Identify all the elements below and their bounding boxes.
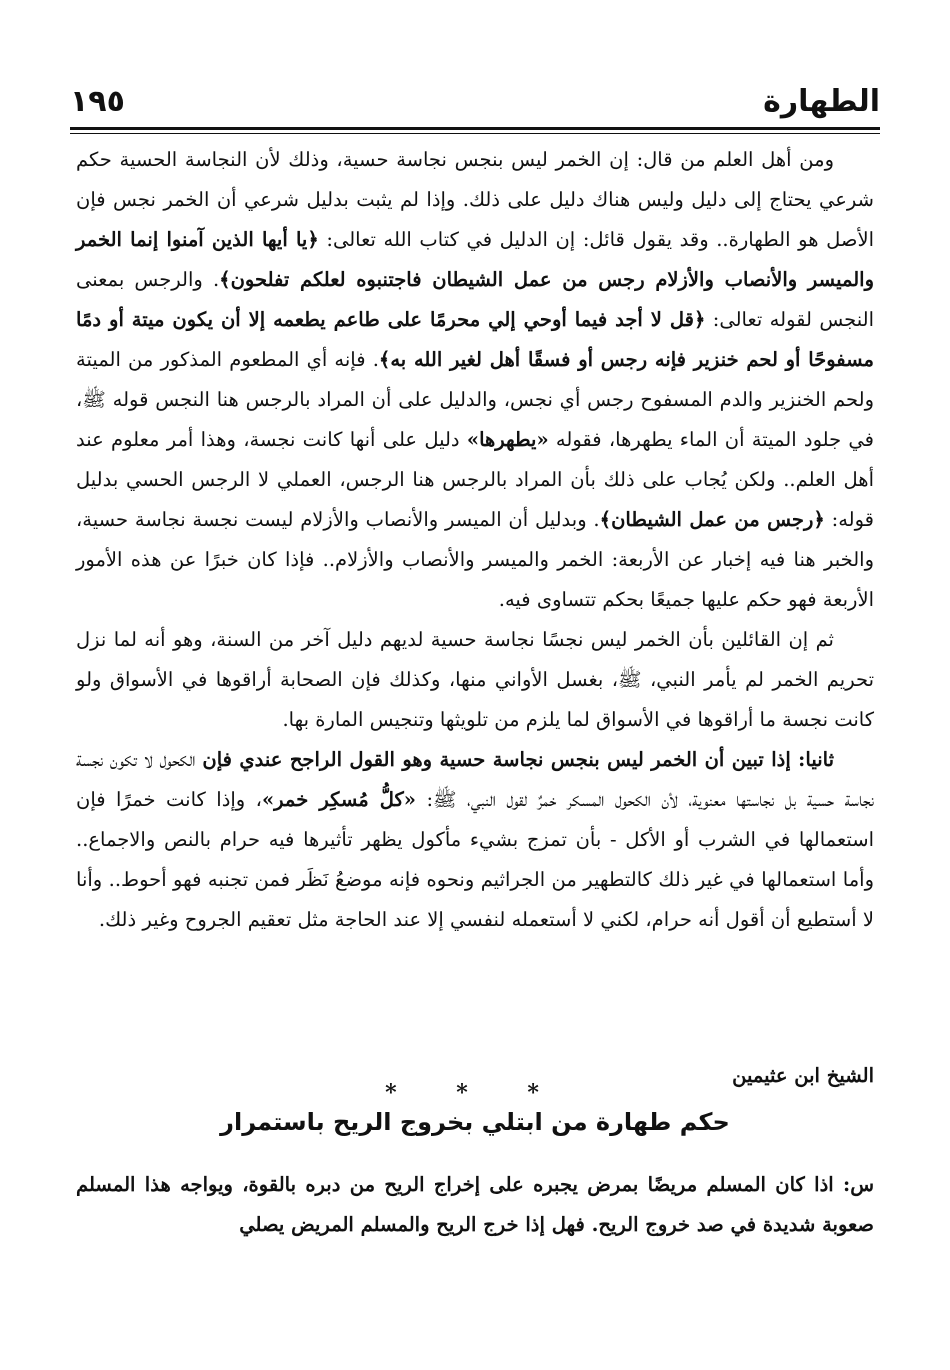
text-segment: ، وإذا كانت خمرًا فإن استعمالها في الشرب أو الأكل - بأن تمزج بشيء مأكول يظهر تأثيرها فيه حرام بالنص والاجماع.. وأما استعمالها في غير ذلك كالتطهير من الجراثيم ونحوه فإنه موضعُ نَظَر فمن تجنبه فهو أحوط.. وأنا لا أستطيع أن أقول أنه حرام، لكني لا أستعمله لنفسي إلا عند الحاجة مثل تعقيم الجروح وغير ذلك. <box>76 788 874 931</box>
page-header <box>70 78 880 124</box>
header-rule-thick <box>70 127 880 130</box>
quran-quote: ﴿رجس من عمل الشيطان﴾ <box>599 508 825 531</box>
separator-stars: * * * <box>385 1080 565 1106</box>
text-segment: ومن أهل العلم من قال: إن الخمر ليس بنجس نجاسة حسية، وذلك لأن النجاسة الحسية حكم شرعي يحتاج إلى دليل وليس هناك دليل على ذلك. وإذا لم يثبت بدليل شرعي أن الخمر نجس فإن الأصل هو الطهارة.. وقد يقول قائل: إن الدليل في كتاب الله تعالى: <box>76 148 874 251</box>
hadith-quote: «يطهرها» <box>466 428 549 451</box>
bold-lead: ثانيا: إذا تبين أن الخمر ليس بنجس نجاسة حسية وهو القول الراجح عندي فإن <box>202 748 834 771</box>
paragraph-1 <box>76 140 874 620</box>
text-segment: . وبدليل أن الميسر والأنصاب والأزلام ليست نجسة نجاسة حسية، والخبر هنا فيه إخبار عن الأربعة: الخمر والميسر والأنصاب والأزلام.. فإذا كان خبرًا عن هذه الأمور الأربعة فهو حكم عليها جميعًا بحكم تتساوى فيه. <box>76 508 874 611</box>
paragraph-2: ثم إن القائلين بأن الخمر ليس نجسًا نجاسة حسية لديهم دليل آخر من السنة، وهو أنه لما نزل تحريم الخمر لم يأمر النبي، ﷺ، بغسل الأواني منها، وكذلك فإن الصحابة أراقوها في الأسواق ولو كانت نجسة ما أراقوها في الأسواق لما يلزم من تلويثها وتنجيس المارة بها. <box>76 628 874 731</box>
body-text <box>76 140 874 940</box>
quran-quote: ﴿قل لا أجد فيما أوحي إلي محرمًا على طاعم يطعمه إلا أن يكون ميتة أو دمًا مسفوحًا أو لحم خنزير فإنه رجس أو فسقًا أهل لغير الله به﴾ <box>76 308 874 371</box>
text-segment: دليل على أنها كانت نجسة، وهذا أمر معلوم عند أهل العلم.. ولكن يُجاب على ذلك بأن المراد بالرجس هنا الرجس، العملي لا الرجس الحسي بدليل قوله: <box>76 428 875 531</box>
text-segment: الكحول لا تكون نجسة نجاسة حسية بل نجاستها معنوية، لأن الكحول المسكر خمرٌ لقول النبي، ﷺ: <box>76 748 874 811</box>
quran-quote: ﴿يا أيها الذين آمنوا إنما الخمر والميسر والأنصاب والأزلام رجس من عمل الشيطان فاجتنبوه لعلكم تفلحون﴾ <box>76 228 874 291</box>
text-segment: . والرجس بمعنى النجس لقوله تعالى: <box>76 268 875 331</box>
question-text: س: اذا كان المسلم مريضًا بمرض يجبره على إخراج الريح من دبره بالقوة، ويواجه هذا المسلم صعوبة شديدة في صد خروج الريح. فهل إذا خرج الريح والمسلم المريض يصلي <box>76 1173 874 1236</box>
signature: الشيخ ابن عثيمين <box>732 1064 874 1087</box>
paragraph-3 <box>76 740 874 940</box>
section-title: حكم طهارة من ابتلي بخروج الريح باستمرار <box>220 1108 730 1136</box>
text-segment: . فإنه أي المطعوم المذكور من الميتة ولحم الخنزير والدم المسفوح رجس أي نجس، والدليل على أن المراد بالرجس هنا النجس قوله ﷺ، في جلود الميتة أن الماء يطهرها، فقوله <box>76 348 874 451</box>
header-rule-thin <box>70 133 880 134</box>
hadith-quote: «كلُّ مُسكِر خمر» <box>261 788 416 811</box>
running-title: الطهارة <box>763 83 880 119</box>
page-number: ١٩٥ <box>70 83 125 119</box>
